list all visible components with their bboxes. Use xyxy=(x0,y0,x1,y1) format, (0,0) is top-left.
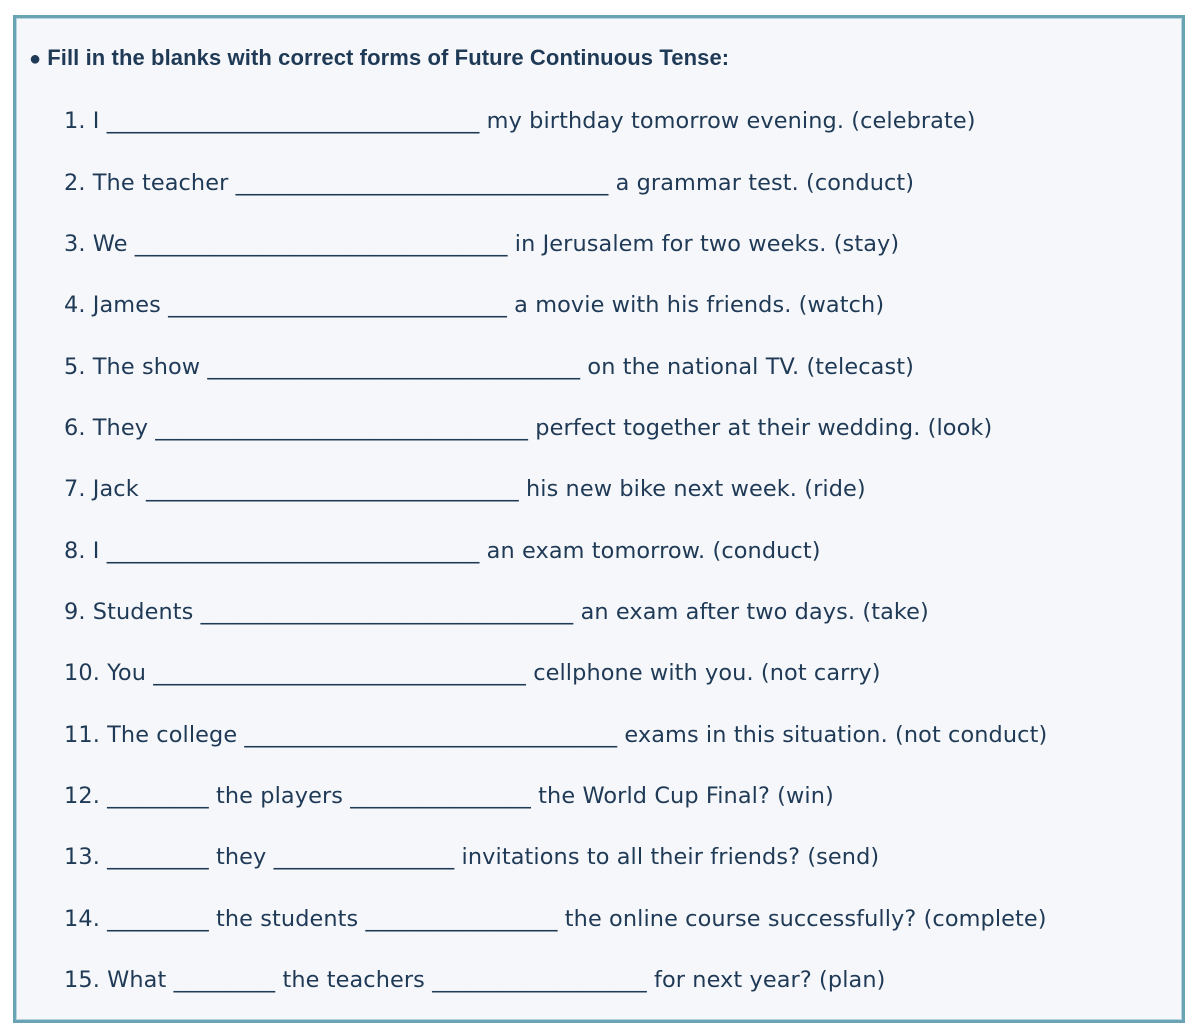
question-8: 8. I _________________________________ an exam tomorrow. (conduct) xyxy=(64,538,821,564)
worksheet-title xyxy=(29,45,729,71)
question-1: 1. I _________________________________ my birthday tomorrow evening. (celebrate) xyxy=(64,108,976,134)
question-2: 2. The teacher _________________________________ a grammar test. (conduct) xyxy=(64,170,915,196)
question-3: 3. We _________________________________ in Jerusalem for two weeks. (stay) xyxy=(64,231,900,257)
bullet-icon: ● xyxy=(29,48,42,70)
question-10: 10. You _________________________________ cellphone with you. (not carry) xyxy=(64,660,881,686)
question-9: 9. Students _________________________________ an exam after two days. (take) xyxy=(64,599,929,625)
question-7: 7. Jack _________________________________ his new bike next week. (ride) xyxy=(64,476,866,502)
question-11: 11. The college _________________________________ exams in this situation. (not conduct) xyxy=(64,722,1048,748)
worksheet-frame xyxy=(13,15,1185,1023)
title-text: Fill in the blanks with correct forms of Future Continuous Tense: xyxy=(47,45,730,70)
question-14: 14. _________ the students _________________ the online course successfully? (complete) xyxy=(64,906,1047,932)
question-12: 12. _________ the players ________________ the World Cup Final? (win) xyxy=(64,783,834,809)
question-5: 5. The show _________________________________ on the national TV. (telecast) xyxy=(64,354,914,380)
question-13: 13. _________ they ________________ invitations to all their friends? (send) xyxy=(64,844,880,870)
question-15: 15. What _________ the teachers ___________________ for next year? (plan) xyxy=(64,967,886,993)
question-4: 4. James ______________________________ a movie with his friends. (watch) xyxy=(64,292,885,318)
question-6: 6. They _________________________________ perfect together at their wedding. (look) xyxy=(64,415,993,441)
